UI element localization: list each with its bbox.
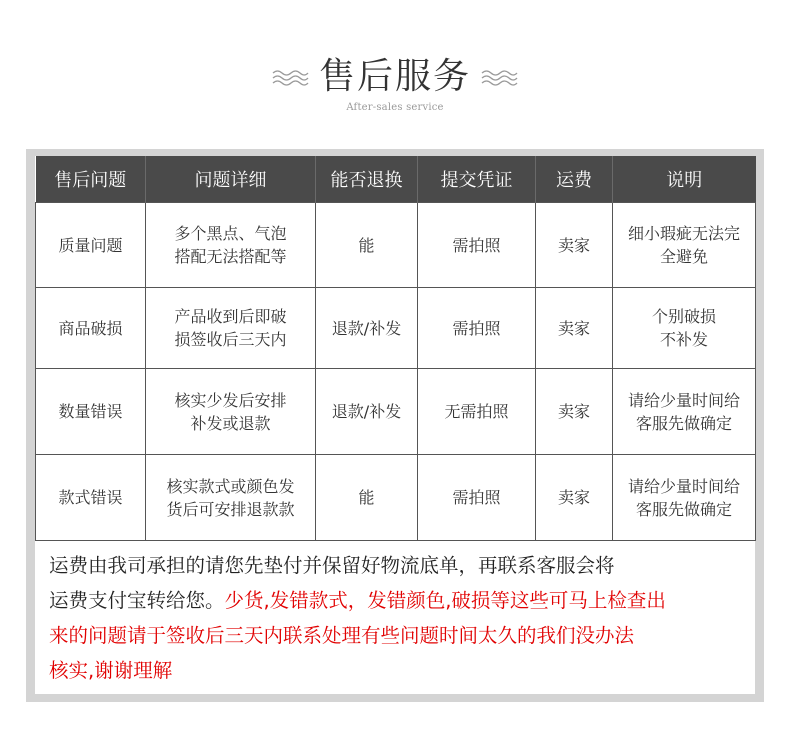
shipping-cell: 卖家: [536, 369, 613, 455]
shipping-cell: 卖家: [536, 203, 613, 288]
notes-line-3: 来的问题请于签收后三天内联系处理有些问题时间太久的我们没办法: [49, 624, 635, 647]
page-subtitle: After-sales service: [346, 102, 444, 113]
detail-cell: 核实款式或颜色发 货后可安排退款款: [146, 455, 316, 541]
title-row: [0, 52, 790, 102]
shipping-cell: 卖家: [536, 455, 613, 541]
column-header: 问题详细: [146, 156, 316, 203]
proof-cell: 需拍照: [418, 455, 536, 541]
column-header: 售后问题: [36, 156, 146, 203]
note-cell: 请给少量时间给 客服先做确定: [613, 455, 756, 541]
page-title: 售后服务: [318, 56, 471, 97]
exchange-cell: 退款/补发: [316, 288, 418, 369]
issue-cell: 款式错误: [36, 455, 146, 541]
table-header-row: [36, 156, 756, 203]
issue-cell: 质量问题: [36, 203, 146, 288]
exchange-cell: 退款/补发: [316, 369, 418, 455]
note-cell: 个别破损 不补发: [613, 288, 756, 369]
note-cell: 细小瑕疵无法完 全避免: [613, 203, 756, 288]
service-panel: [35, 156, 755, 694]
service-table: [35, 156, 756, 541]
detail-cell: 核实少发后安排 补发或退款: [146, 369, 316, 455]
notes-line-4: 核实,谢谢理解: [49, 659, 173, 682]
wave-right-icon: [481, 68, 519, 86]
column-header: 运费: [536, 156, 613, 203]
issue-cell: 数量错误: [36, 369, 146, 455]
page-header: [0, 52, 790, 113]
table-row: [36, 288, 756, 369]
table-row: [36, 203, 756, 288]
column-header: 提交凭证: [418, 156, 536, 203]
detail-cell: 产品收到后即破 损签收后三天内: [146, 288, 316, 369]
exchange-cell: 能: [316, 455, 418, 541]
proof-cell: 需拍照: [418, 203, 536, 288]
notes-line-2-red: 少货,发错款式，发错颜色,破损等这些可马上检查出: [224, 589, 666, 612]
notes-line-1: 运费由我司承担的请您先垫付并保留好物流底单，再联系客服会将: [49, 554, 615, 577]
wave-left-icon: [271, 68, 309, 86]
issue-cell: 商品破损: [36, 288, 146, 369]
notes-line-2: [49, 583, 749, 618]
proof-cell: 需拍照: [418, 288, 536, 369]
shipping-cell: 卖家: [536, 288, 613, 369]
table-row: [36, 369, 756, 455]
shipping-notes: [49, 548, 749, 688]
exchange-cell: 能: [316, 203, 418, 288]
column-header: 能否退换: [316, 156, 418, 203]
detail-cell: 多个黑点、气泡 搭配无法搭配等: [146, 203, 316, 288]
table-row: [36, 455, 756, 541]
note-cell: 请给少量时间给 客服先做确定: [613, 369, 756, 455]
service-frame: [26, 149, 764, 702]
proof-cell: 无需拍照: [418, 369, 536, 455]
notes-line-2-black: 运费支付宝转给您。: [49, 589, 225, 612]
column-header: 说明: [613, 156, 756, 203]
